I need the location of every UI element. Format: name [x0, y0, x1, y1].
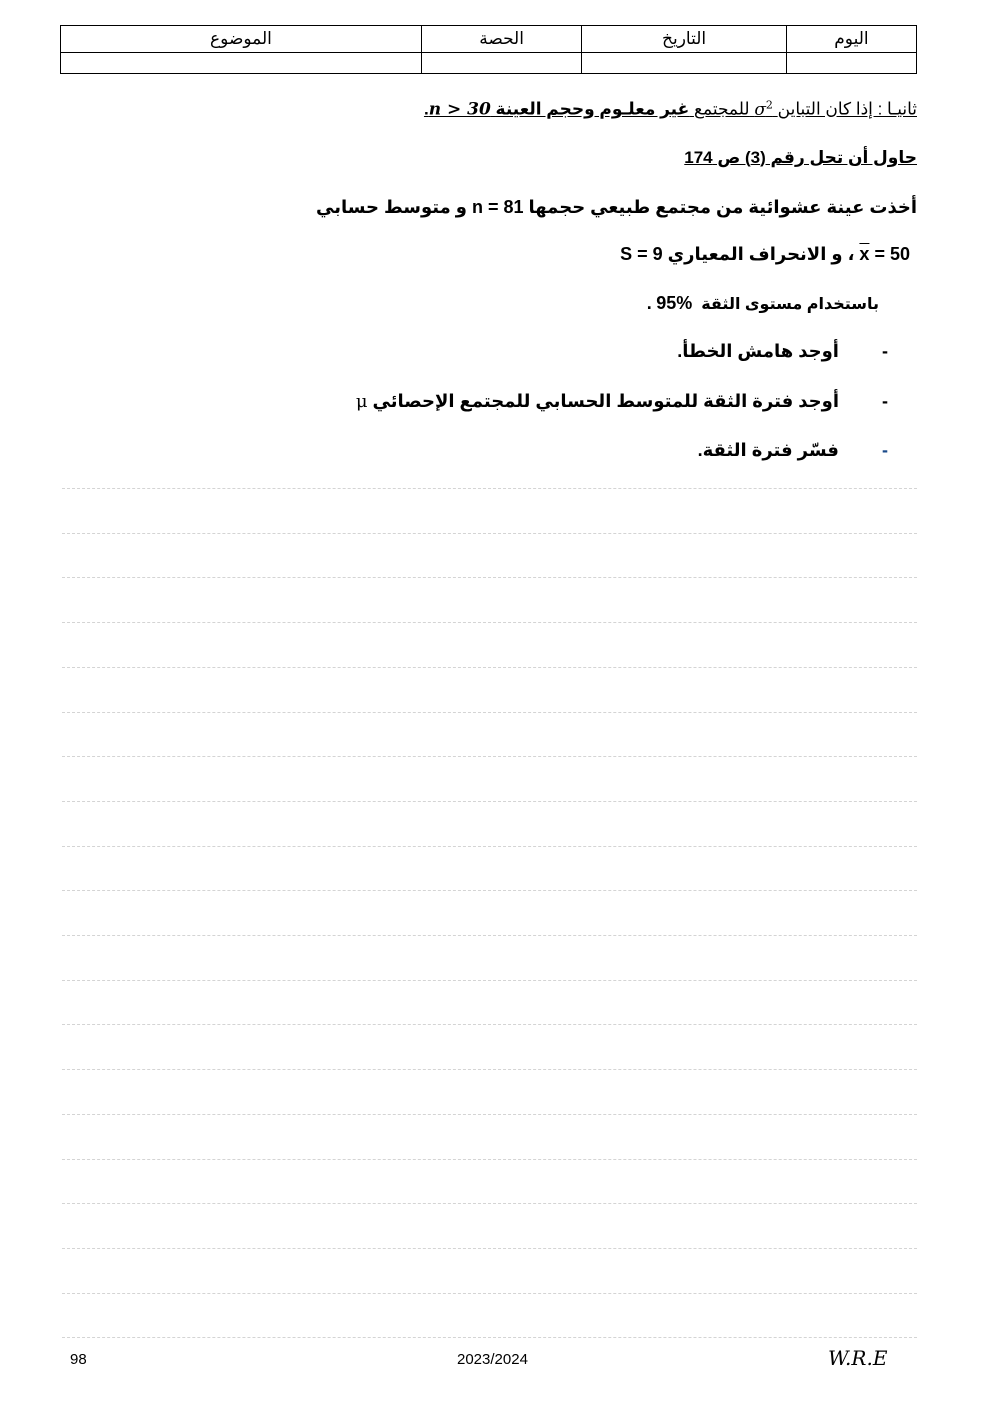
case-title-condition: n > 30 — [428, 99, 491, 120]
task-interpret-interval: - فسّر فترة الثقة. — [697, 440, 888, 460]
answer-line — [62, 801, 917, 802]
answer-line — [62, 890, 917, 891]
problem-line-1: أخذت عينة عشوائية من مجتمع طبيعي حجمها n = 81 و متوسط حسابي — [316, 197, 917, 217]
mean-value: $\overline{x} = 50$ — [859, 244, 910, 264]
case-title: ثانيـا : إذا كان التباين $\sigma^2$ للمجتمع غير معلـوم وحجم العينة n > 30. — [423, 98, 917, 120]
answer-line — [62, 488, 917, 489]
answer-line — [62, 577, 917, 578]
answer-line — [62, 622, 917, 623]
header-day: اليوم — [786, 26, 916, 53]
header-session: الحصة — [421, 26, 581, 53]
task-confidence-interval: - أوجد فترة الثقة للمتوسط الحسابي للمجتمع الإحصائي μ — [355, 391, 888, 412]
answer-line — [62, 1024, 917, 1025]
school-year: 2023/2024 — [457, 1351, 528, 1368]
answer-line — [62, 1248, 917, 1249]
page-number: 98 — [70, 1351, 87, 1368]
exercise-reference: حاول أن تحل رقم (3) ص 174 — [684, 148, 917, 167]
answer-line — [62, 1293, 917, 1294]
answer-line — [62, 667, 917, 668]
answer-line — [62, 756, 917, 757]
header-date-value — [582, 53, 787, 74]
header-subject: الموضوع — [61, 26, 422, 53]
author-initials: W.R.E — [828, 1346, 888, 1370]
header-table — [60, 25, 917, 74]
header-day-value — [786, 53, 916, 74]
case-title-prefix: ثانيـا : إذا كان التباين — [777, 99, 917, 119]
case-title-bold: غير معلـوم وحجم العينة — [495, 99, 690, 119]
answer-line — [62, 1203, 917, 1204]
mu-symbol: μ — [355, 391, 368, 412]
answer-line — [62, 712, 917, 713]
answer-line — [62, 1069, 917, 1070]
header-session-value — [421, 53, 581, 74]
case-title-mid: للمجتمع — [693, 99, 750, 119]
answer-line — [62, 1114, 917, 1115]
header-subject-value — [61, 53, 422, 74]
problem-line-2 — [620, 244, 910, 265]
answer-line — [62, 846, 917, 847]
answer-line — [62, 533, 917, 534]
answer-line — [62, 1159, 917, 1160]
answer-line — [62, 1337, 917, 1338]
confidence-value: 95% — [656, 293, 693, 313]
std-dev-text: ، و الانحراف المعياري S = 9 — [620, 244, 855, 264]
answer-line — [62, 980, 917, 981]
sigma-symbol: $\sigma^2$ — [754, 98, 773, 120]
task-margin-of-error: - أوجد هامش الخطأ. — [677, 341, 888, 361]
header-date: التاريخ — [582, 26, 787, 53]
confidence-level: باستخدام مستوى الثقة 95% . — [646, 293, 879, 313]
answer-line — [62, 935, 917, 936]
